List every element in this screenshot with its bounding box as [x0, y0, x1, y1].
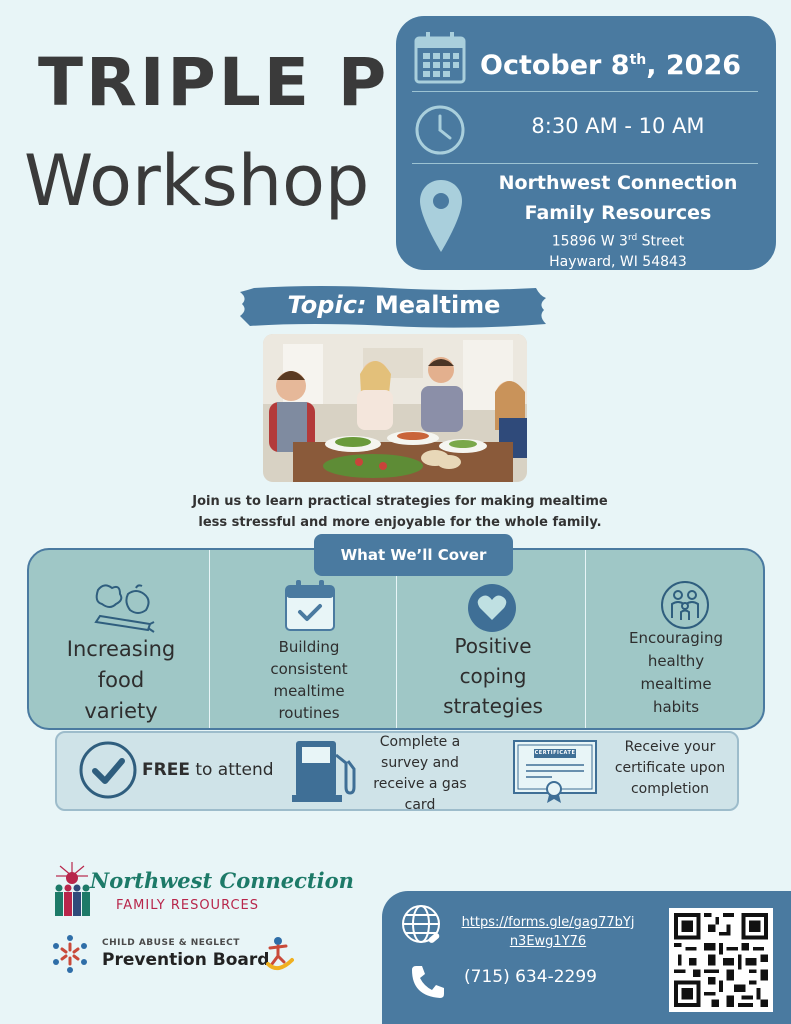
divider [412, 91, 758, 92]
column-divider [209, 550, 210, 728]
capb-logo-icon [48, 934, 92, 978]
child-figure-icon [264, 936, 294, 976]
globe-icon [400, 903, 446, 953]
cover-item-healthy-habits: Encouraging healthy mealtime habits [629, 629, 723, 716]
cover-item-coping: Positive coping strategies [443, 634, 543, 718]
clock-icon [414, 104, 466, 160]
event-date: October 8th, 2026 [480, 50, 742, 81]
gas-pump-icon [292, 739, 358, 807]
certificate-text: Receive your certificate upon completion [614, 739, 726, 797]
cover-item-food-variety: Increasing food variety [66, 637, 176, 723]
location-name: Northwest Connection Family Resources [498, 172, 738, 224]
phone-number[interactable]: (715) 634-2299 [464, 967, 597, 987]
nwc-logo-subtitle: FAMILY RESOURCES [116, 898, 259, 913]
event-info-box [396, 16, 776, 270]
location-address: 15896 W 3rd Street Hayward, WI 54843 [549, 233, 687, 270]
calendar-icon [414, 30, 466, 88]
heart-icon [467, 583, 517, 637]
family-dinner-photo [263, 334, 527, 482]
event-time: 8:30 AM - 10 AM [531, 114, 705, 138]
calendar-check-icon [284, 580, 336, 636]
title-triple-p: TRIPLE P [38, 44, 390, 121]
signup-link[interactable]: https://forms.gle/gag77bYj n3Ewg1Y76 [461, 915, 635, 949]
gas-card-text: Complete a survey and receive a gas card [373, 734, 467, 813]
intro-text: Join us to learn practical strategies for making mealtime less stressful and more enjoyable for the whole family. [192, 494, 608, 530]
divider [412, 163, 758, 164]
certificate-icon [512, 739, 598, 809]
cover-heading: What We’ll Cover [314, 534, 513, 576]
checkmark-icon [78, 740, 138, 804]
qr-code[interactable] [669, 908, 773, 1012]
certificate-badge-text: CERTIFICATE [534, 750, 576, 756]
topic-label: Topic: Mealtime [287, 291, 501, 319]
cover-item-routines: Building consistent mealtime routines [270, 638, 348, 722]
title-workshop: Workshop [24, 140, 370, 222]
vegetables-icon [90, 580, 156, 640]
nwc-logo-people-icon [52, 862, 92, 922]
capb-logo-small: CHILD ABUSE & NEGLECT [102, 938, 240, 948]
capb-logo-big: Prevention Board [102, 950, 270, 970]
location-pin-icon [418, 178, 464, 258]
free-to-attend: FREE to attend [142, 760, 274, 780]
phone-icon [408, 962, 448, 1006]
nwc-logo-name: Northwest Connection [90, 868, 354, 893]
family-icon [660, 580, 710, 634]
